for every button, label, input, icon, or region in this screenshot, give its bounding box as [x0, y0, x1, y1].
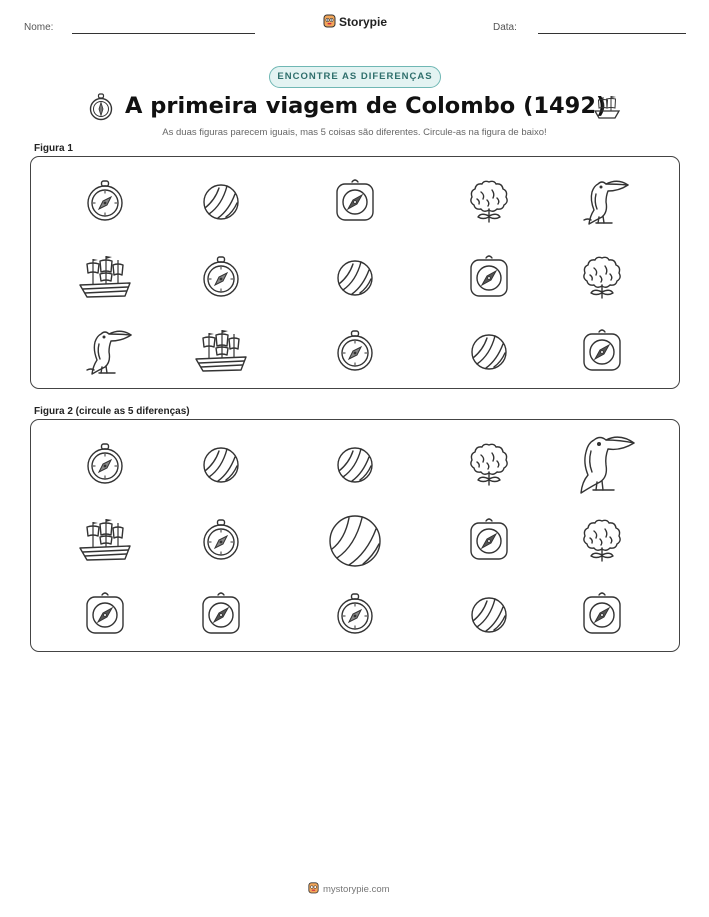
- compass-icon: [88, 93, 114, 121]
- cotton-icon[interactable]: [459, 435, 519, 495]
- ship-icon: [75, 248, 135, 308]
- figure-1-label: Figura 1: [34, 143, 73, 154]
- cotton-icon: [459, 172, 519, 232]
- cotton-icon[interactable]: [572, 511, 632, 571]
- brand-name: Storypie: [339, 15, 388, 29]
- date-line[interactable]: [538, 33, 686, 34]
- compass-icon: [325, 322, 385, 382]
- date-label: Data:: [493, 22, 517, 33]
- toucan-icon: [75, 322, 135, 382]
- ship-icon: [191, 322, 251, 382]
- ship-icon[interactable]: [75, 511, 135, 571]
- compass-icon[interactable]: [75, 435, 135, 495]
- ball-icon: [459, 322, 519, 382]
- activity-badge: ENCONTRE AS DIFERENÇAS: [269, 66, 441, 88]
- footer: [308, 881, 390, 897]
- ball-icon[interactable]: [325, 435, 385, 495]
- ball-icon[interactable]: [459, 585, 519, 645]
- compass-icon: [75, 172, 135, 232]
- name-label: Nome:: [24, 22, 54, 33]
- page-title: A primeira viagem de Colombo (1492): [125, 93, 607, 119]
- ball-icon: [191, 172, 251, 232]
- ship-icon: [592, 92, 622, 122]
- name-line[interactable]: [72, 33, 255, 34]
- compass-square-icon[interactable]: [572, 585, 632, 645]
- toucan-icon: [572, 172, 632, 232]
- brand-logo: [323, 13, 387, 31]
- footer-url: mystorypie.com: [323, 883, 390, 895]
- mascot-icon: [308, 881, 319, 897]
- ball-icon[interactable]: [191, 435, 251, 495]
- ball-icon: [325, 248, 385, 308]
- toucan-large-icon[interactable]: [572, 435, 632, 495]
- figure-2-label: Figura 2 (circule as 5 diferenças): [34, 406, 190, 417]
- cotton-icon: [572, 248, 632, 308]
- compass-square-icon: [572, 322, 632, 382]
- compass-square-icon: [325, 172, 385, 232]
- compass-square-icon[interactable]: [75, 585, 135, 645]
- compass-icon: [191, 248, 251, 308]
- mascot-icon: [323, 13, 336, 31]
- ball-large-icon[interactable]: [325, 511, 385, 571]
- compass-square-icon: [459, 248, 519, 308]
- compass-icon[interactable]: [325, 585, 385, 645]
- page-subtitle: As duas figuras parecem iguais, mas 5 coisas são diferentes. Circule-as na figura de baixo!: [162, 127, 547, 138]
- compass-icon[interactable]: [191, 511, 251, 571]
- compass-square-icon[interactable]: [191, 585, 251, 645]
- compass-square-icon[interactable]: [459, 511, 519, 571]
